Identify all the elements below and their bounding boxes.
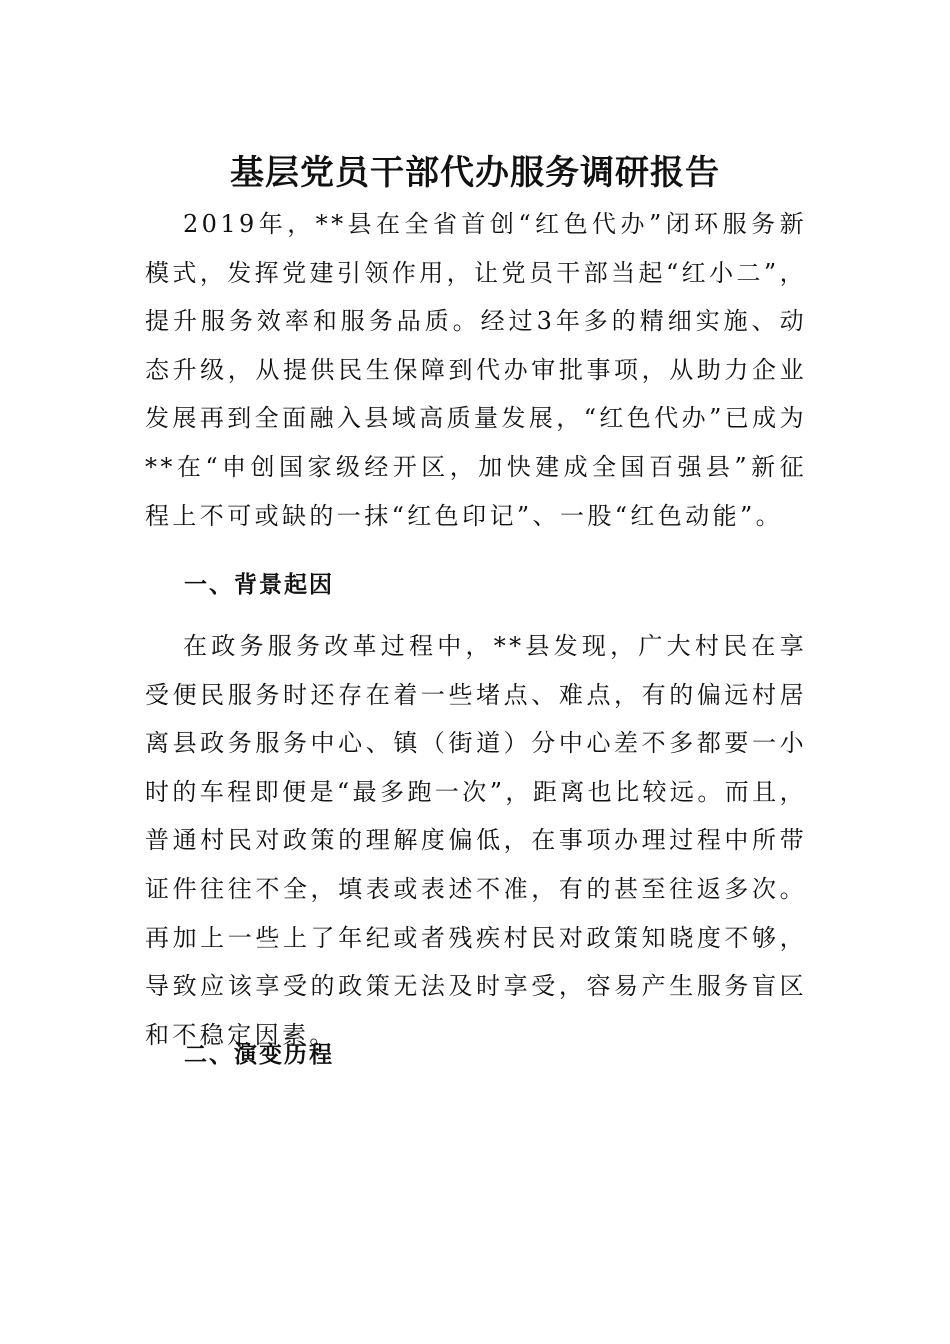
intro-paragraph: 2019年，**县在全省首创“红色代办”闭环服务新模式，发挥党建引领作用，让党员干部当起“红小二”，提升服务效率和服务品质。经过3年多的精细实施、动态升级，从提供民生保障到代办审批事项，从助力企业发展再到全面融入县域高质量发展，“红色代办”已成为**在“申创国家级经开区，加快建成全国百强县”新征程上不可或缺的一抹“红色印记”、一股“红色动能”。	[145, 210, 807, 530]
section-heading-background: 一、背景起因	[184, 572, 334, 598]
section-heading-evolution: 二、演变历程	[184, 1042, 334, 1068]
document-title: 基层党员干部代办服务调研报告	[230, 152, 720, 193]
background-paragraph: 在政务服务改革过程中，**县发现，广大村民在享受便民服务时还存在着一些堵点、难点，有的偏远村居离县政务服务中心、镇（街道）分中心差不多都要一小时的车程即便是“最多跑一次”，距离也比较远。而且，普通村民对政策的理解度偏低，在事项办理过程中所带证件往往不全，填表或表述不准，有的甚至往返多次。再加上一些上了年纪或者残疾村民对政策知晓度不够，导致应该享受的政策无法及时享受，容易产生服务盲区和不稳定因素。	[145, 632, 807, 1049]
